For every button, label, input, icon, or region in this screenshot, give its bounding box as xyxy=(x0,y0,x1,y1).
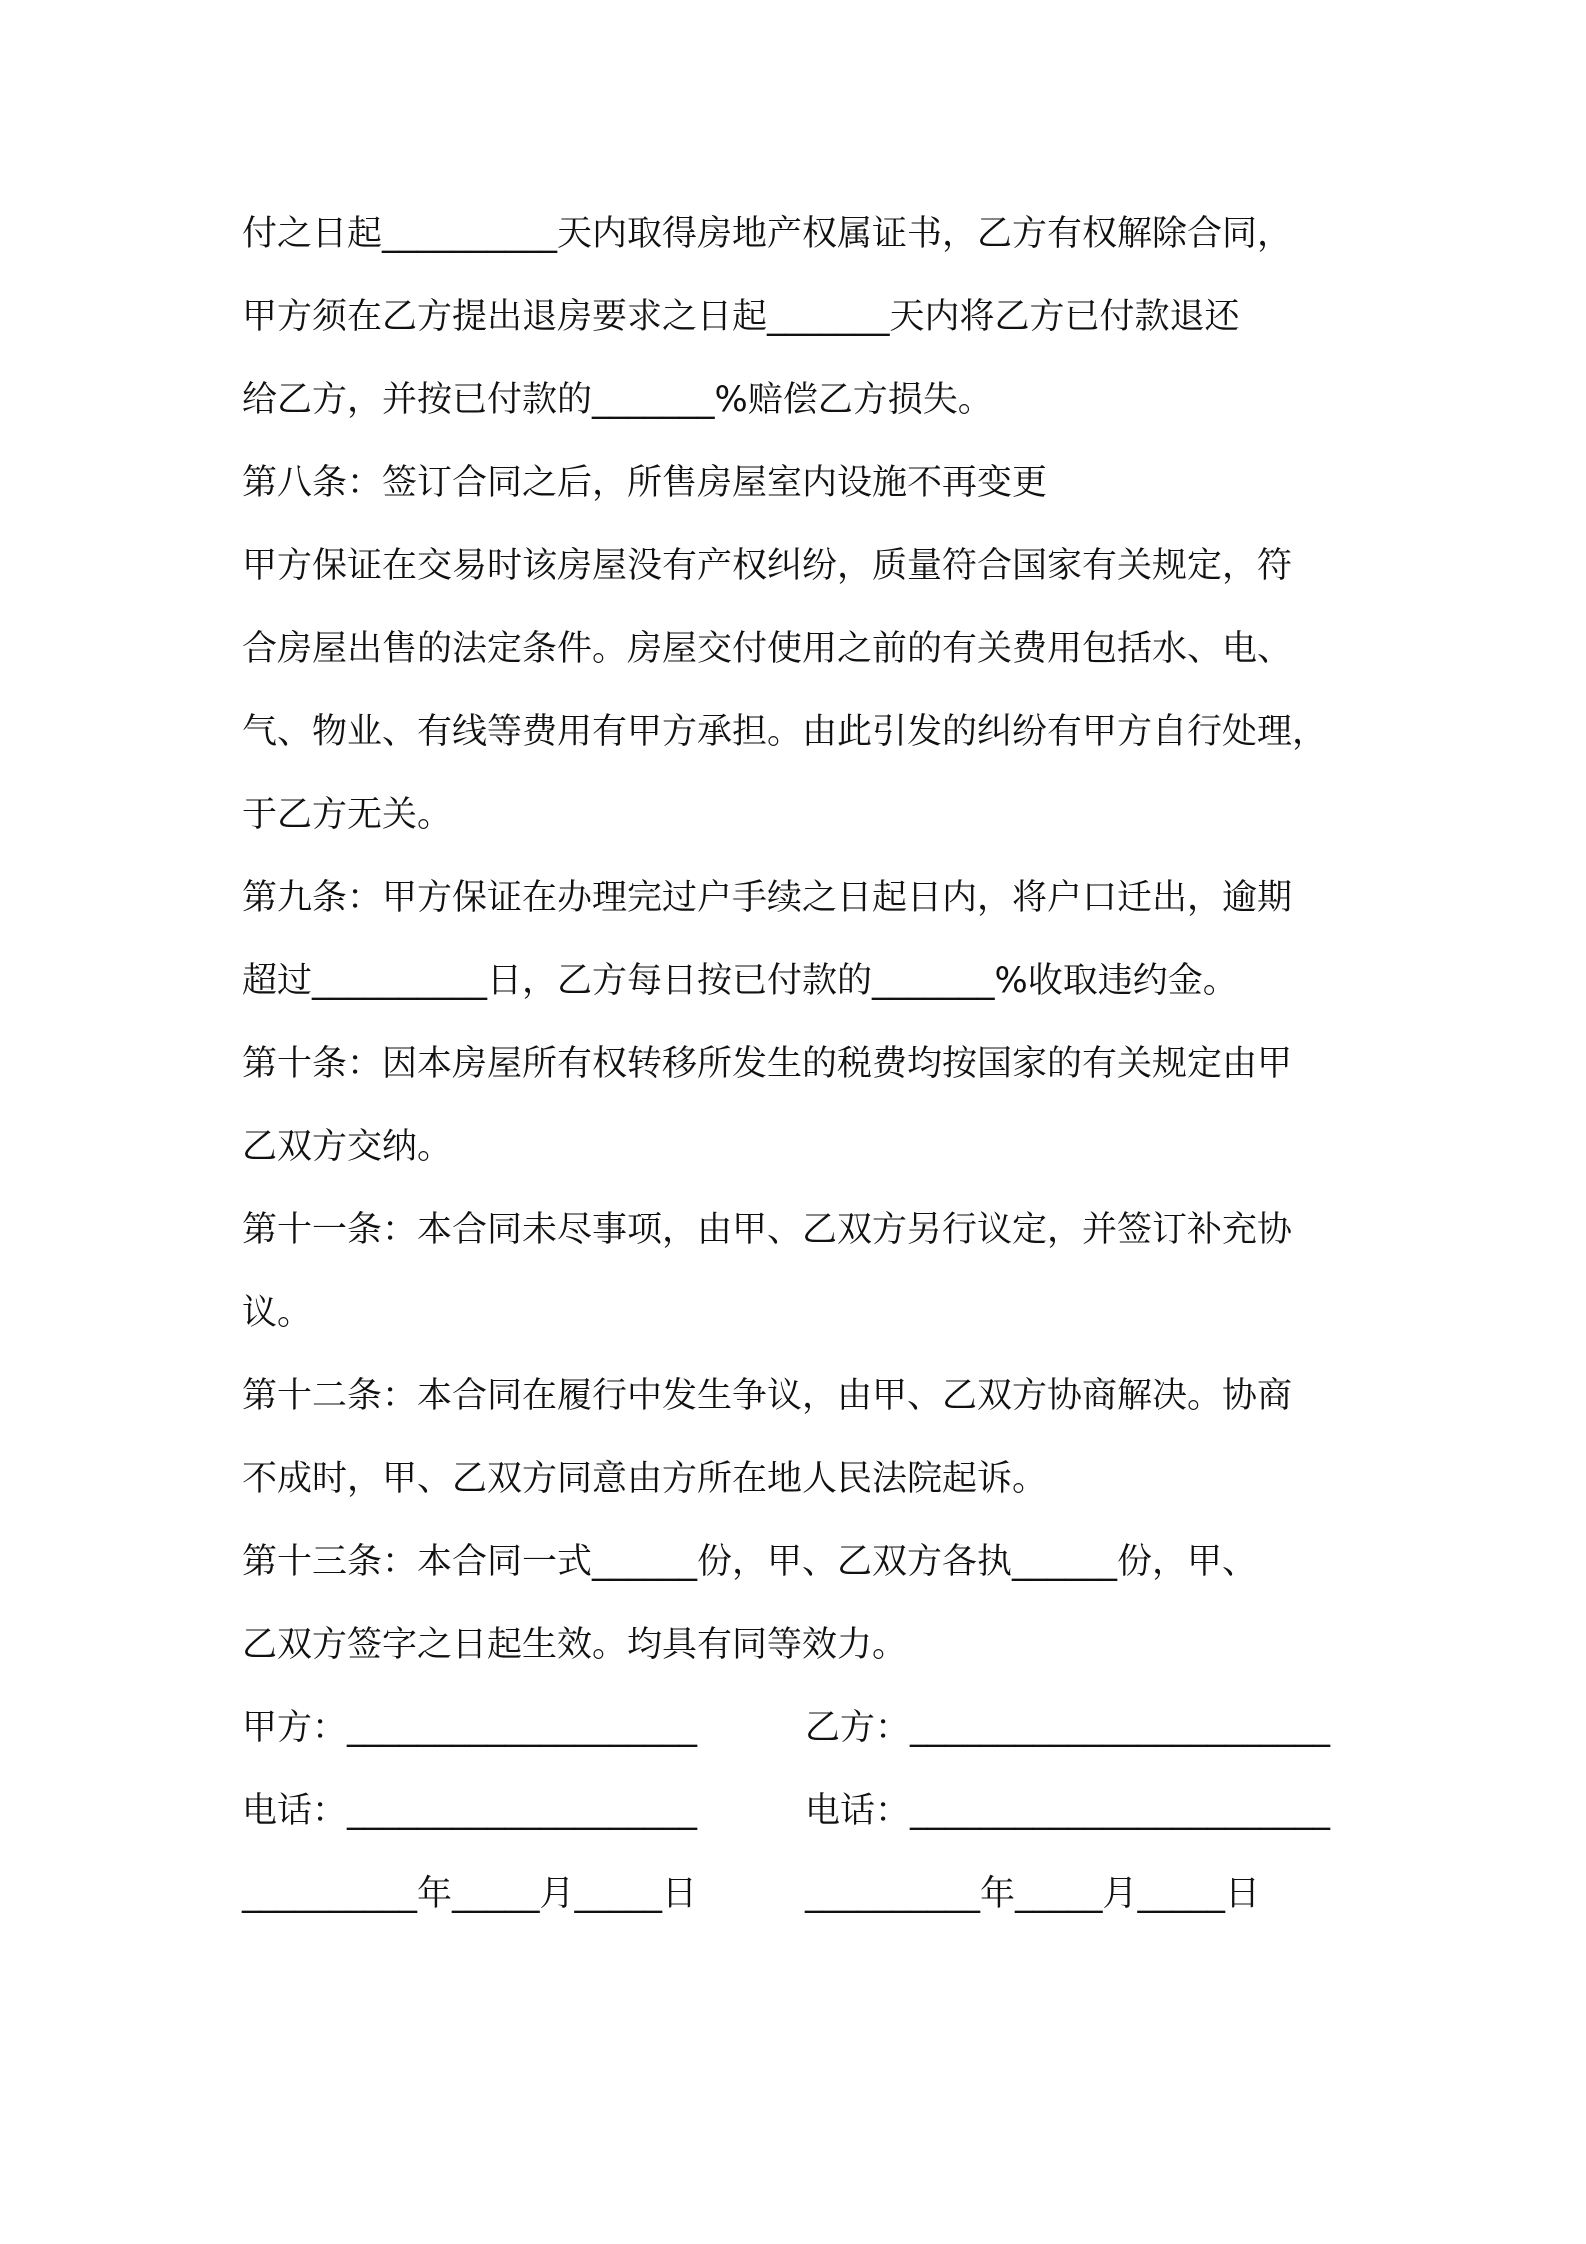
clause-line: 甲方须在乙方提出退房要求之日起_______天内将乙方已付款退还 xyxy=(242,297,1240,337)
party-b-date: __________年_____月_____日 xyxy=(805,1874,1261,1914)
clause-heading-9: 第九条：甲方保证在办理完过户手续之日起日内，将户口迁出，逾期 xyxy=(242,878,1293,918)
phone-row xyxy=(242,1770,1372,1853)
clause-line: 付之日起__________天内取得房地产权属证书，乙方有权解除合同， xyxy=(242,214,1293,254)
clause-line: 给乙方，并按已付款的_______%赔偿乙方损失。 xyxy=(242,380,993,420)
signature-row xyxy=(242,1687,1372,1770)
clause-line: 乙双方签字之日起生效。均具有同等效力。 xyxy=(242,1625,908,1665)
clause-heading-8: 第八条：签订合同之后，所售房屋室内设施不再变更 xyxy=(242,463,1048,503)
party-b-signature: 乙方：________________________ xyxy=(805,1708,1331,1748)
party-b-phone: 电话：________________________ xyxy=(805,1791,1331,1831)
clause-line: 甲方保证在交易时该房屋没有产权纠纷，质量符合国家有关规定，符 xyxy=(242,546,1293,586)
clause-line: 不成时，甲、乙双方同意由方所在地人民法院起诉。 xyxy=(242,1459,1048,1499)
clause-line: 乙双方交纳。 xyxy=(242,1127,453,1167)
clause-line: 超过__________日，乙方每日按已付款的_______%收取违约金。 xyxy=(242,961,1238,1001)
party-a-phone: 电话：____________________ xyxy=(242,1791,698,1831)
clause-heading-10: 第十条：因本房屋所有权转移所发生的税费均按国家的有关规定由甲 xyxy=(242,1044,1293,1084)
clause-heading-11: 第十一条：本合同未尽事项，由甲、乙双方另行议定，并签订补充协 xyxy=(242,1210,1293,1250)
clause-line: 合房屋出售的法定条件。房屋交付使用之前的有关费用包括水、电、 xyxy=(242,629,1293,669)
clause-heading-13: 第十三条：本合同一式______份，甲、乙双方各执______份，甲、 xyxy=(242,1542,1258,1582)
clause-line: 气、物业、有线等费用有甲方承担。由此引发的纠纷有甲方自行处理， xyxy=(242,712,1328,752)
clause-heading-12: 第十二条：本合同在履行中发生争议，由甲、乙双方协商解决。协商 xyxy=(242,1376,1293,1416)
clause-line: 于乙方无关。 xyxy=(242,795,453,835)
date-row xyxy=(242,1853,1372,1936)
party-a-signature: 甲方：____________________ xyxy=(242,1708,698,1748)
contract-body xyxy=(242,193,1372,1936)
party-a-date: __________年_____月_____日 xyxy=(242,1874,698,1914)
clause-line: 议。 xyxy=(242,1293,313,1333)
